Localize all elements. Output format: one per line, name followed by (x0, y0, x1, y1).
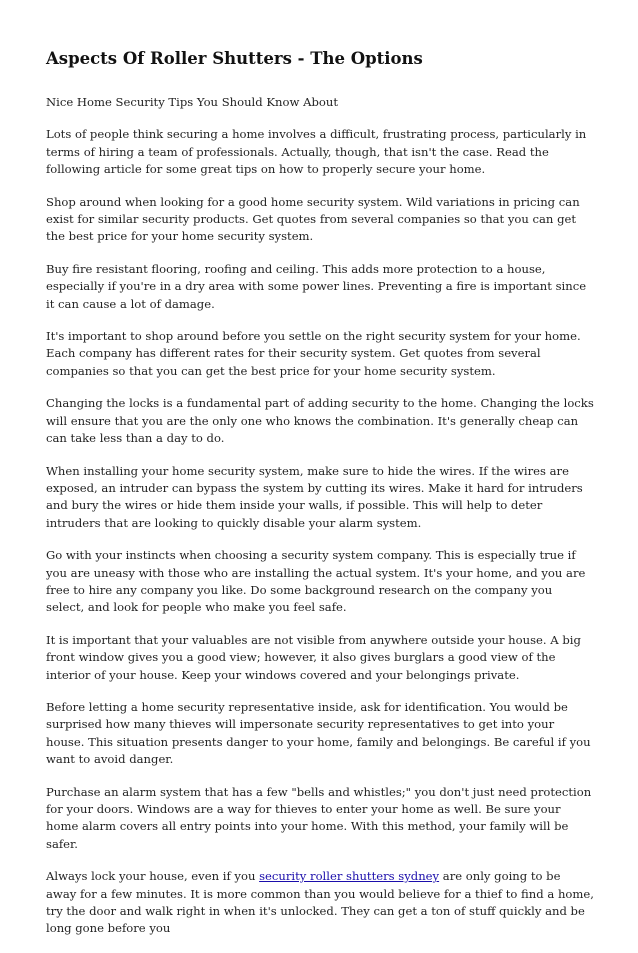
paragraph-instincts: Go with your instincts when choosing a security system company. This is especially true if you are uneasy with those who are installing the actual system. It's your home, and you are free to hire any company you like. Do some background research on the company you select, and look for people who make you feel safe. (46, 548, 586, 615)
paragraph-valuables: It is important that your valuables are not visible from anywhere outside your house. A big front window gives you a good view; however, it also gives burglars a good view of the interior of your house. Keep your windows covered and your belongings private. (46, 632, 581, 682)
paragraph-lock-house (46, 868, 594, 938)
document-subtitle: Nice Home Security Tips You Should Know About (46, 95, 338, 109)
paragraph-hide-wires: When installing your home security system, make sure to hide the wires. If the wires are exposed, an intruder can bypass the system by cutting its wires. Make it hard for intruders and bury the wires or hide them inside your walls, if possible. This will help to deter intruders that are looking to quickly disable your alarm system. (46, 463, 583, 530)
document-page (46, 48, 594, 953)
paragraph-shop-around: Shop around when looking for a good home security system. Wild variations in pricing can exist for similar security products. Get quotes from several companies so that you can get the best price for your home security system. (46, 194, 580, 244)
paragraph-lock-house-before: Always lock your house, even if you (46, 869, 260, 884)
security-roller-shutters-link[interactable]: security roller shutters sydney (259, 869, 440, 884)
paragraph-intro: Lots of people think securing a home involves a difficult, frustrating process, particularly in terms of hiring a team of professionals. Actually, though, that isn't the case. Read the following article for some great tips on how to properly secure your home. (46, 127, 587, 177)
paragraph-fire-resistant: Buy fire resistant flooring, roofing and ceiling. This adds more protection to a house, especially if you're in a dry area with some power lines. Preventing a fire is important since it can cause a lot of damage. (46, 261, 587, 311)
document-title: Aspects Of Roller Shutters - The Options (46, 49, 423, 68)
paragraph-compare-rates: It's important to shop around before you settle on the right security system for your home. Each company has different rates for their security system. Get quotes from several companies so that you can get the best price for your home security system. (46, 329, 581, 378)
paragraph-lock-house-after: are only going to be away for a few minutes. It is more common than you would believe for a thief to find a home, try the door and walk right in when it's unlocked. They can get a ton of stuff quickly and be long gone before you (46, 869, 594, 936)
paragraph-alarm-system: Purchase an alarm system that has a few "bells and whistles;" you don't just need protection for your doors. Windows are a way for thieves to enter your home as well. Be sure your home alarm covers all entry points into your home. With this method, your family will be safer. (46, 784, 592, 851)
paragraph-identification: Before letting a home security representative inside, ask for identification. You would be surprised how many thieves will impersonate security representatives to get into your house. This situation presents danger to your home, family and belongings. Be careful if you want to avoid danger. (46, 699, 591, 767)
paragraph-change-locks: Changing the locks is a fundamental part of adding security to the home. Changing the locks will ensure that you are the only one who knows the combination. It's generally cheap can can take less than a day to do. (46, 396, 594, 446)
